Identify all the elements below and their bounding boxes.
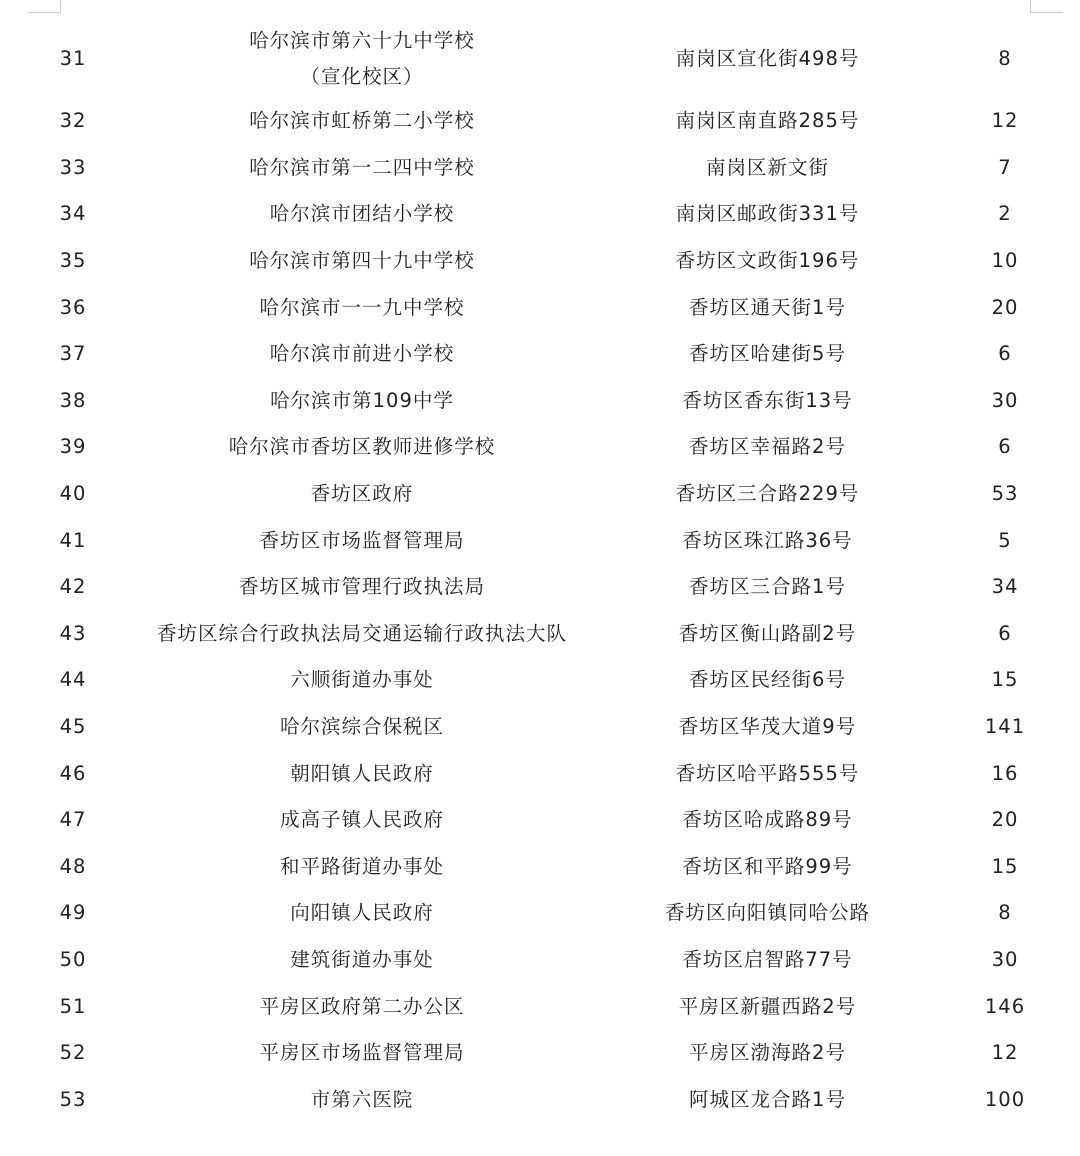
location-name	[112, 336, 612, 372]
location-count: 5	[998, 528, 1012, 552]
location-count: 20	[991, 808, 1019, 832]
location-name-line: 平房区市场监督管理局	[259, 1041, 465, 1065]
row-number: 44	[59, 668, 87, 692]
location-name-line: 哈尔滨市第六十九中学校	[249, 29, 475, 52]
row-number: 32	[59, 109, 87, 133]
location-count: 12	[991, 1041, 1019, 1065]
location-count: 20	[991, 295, 1019, 319]
table-row	[0, 1030, 1080, 1077]
location-name	[112, 709, 612, 745]
location-name-line: 朝阳镇人民政府	[290, 761, 434, 785]
row-number: 46	[59, 761, 87, 785]
location-name	[112, 662, 612, 698]
location-name-line: 和平路街道办事处	[279, 854, 444, 878]
row-number: 49	[59, 901, 87, 925]
location-count: 15	[991, 854, 1019, 878]
location-name-line: 香坊区城市管理行政执法局	[238, 575, 485, 599]
location-address: 南岗区邮政街331号	[675, 202, 860, 226]
location-count: 15	[991, 668, 1019, 692]
location-name-line: 平房区政府第二办公区	[259, 994, 465, 1018]
location-name	[112, 196, 612, 232]
table-row	[0, 424, 1080, 471]
table-row	[0, 564, 1080, 611]
location-address: 香坊区启智路77号	[682, 947, 853, 971]
location-name-line: 香坊区综合行政执法局交通运输行政执法大队	[156, 621, 567, 645]
location-address: 香坊区三合路1号	[689, 575, 846, 599]
table-row	[0, 331, 1080, 378]
location-address: 香坊区哈建街5号	[689, 342, 846, 366]
location-count: 12	[991, 109, 1019, 133]
location-count: 6	[998, 435, 1012, 459]
location-count: 8	[998, 47, 1012, 70]
row-number: 52	[59, 1041, 87, 1065]
location-count: 141	[984, 715, 1026, 739]
page-corner-mark-left	[28, 0, 61, 13]
location-address: 香坊区香东街13号	[682, 388, 853, 412]
location-name-line: 哈尔滨市团结小学校	[269, 202, 455, 226]
table-row	[0, 20, 1080, 98]
table-row	[0, 937, 1080, 984]
row-number: 47	[59, 808, 87, 832]
location-address: 平房区新疆西路2号	[678, 994, 857, 1018]
location-name	[112, 942, 612, 978]
table-row	[0, 890, 1080, 937]
location-name	[112, 429, 612, 465]
table-row	[0, 145, 1080, 192]
location-name	[112, 523, 612, 559]
row-number: 50	[59, 947, 87, 971]
location-name-line: 哈尔滨综合保税区	[279, 715, 444, 739]
location-name	[112, 290, 612, 326]
location-address: 南岗区新文街	[705, 155, 829, 179]
table-row	[0, 797, 1080, 844]
location-address: 香坊区幸福路2号	[689, 435, 846, 459]
location-name	[112, 989, 612, 1025]
row-number: 39	[59, 435, 87, 459]
location-address: 香坊区珠江路36号	[682, 528, 853, 552]
location-count: 7	[998, 155, 1012, 179]
location-count: 146	[984, 994, 1026, 1018]
location-name-line: 向阳镇人民政府	[290, 901, 434, 925]
location-address: 香坊区民经街6号	[689, 668, 846, 692]
location-name	[112, 383, 612, 419]
location-name-line: 香坊区市场监督管理局	[259, 528, 465, 552]
row-number: 53	[59, 1087, 87, 1111]
row-number: 37	[59, 342, 87, 366]
location-address: 平房区渤海路2号	[689, 1041, 846, 1065]
location-name	[112, 756, 612, 792]
row-number: 43	[59, 621, 87, 645]
location-name-line: 成高子镇人民政府	[279, 808, 444, 832]
row-number: 40	[59, 482, 87, 506]
location-address: 香坊区和平路99号	[682, 854, 853, 878]
location-name-line: 哈尔滨市第一二四中学校	[249, 155, 475, 179]
location-address: 香坊区华茂大道9号	[678, 715, 857, 739]
location-address: 香坊区衡山路副2号	[678, 621, 857, 645]
location-address: 香坊区文政街196号	[675, 249, 860, 273]
location-count: 10	[991, 249, 1019, 273]
location-count: 6	[998, 621, 1012, 645]
location-name	[112, 103, 612, 139]
location-name-line: 香坊区政府	[310, 482, 414, 506]
table-row	[0, 611, 1080, 658]
location-name-line: 六顺街道办事处	[290, 668, 434, 692]
location-address: 南岗区宣化街498号	[675, 47, 860, 70]
location-address: 香坊区通天街1号	[689, 295, 846, 319]
location-address: 香坊区哈平路555号	[675, 761, 860, 785]
location-name-line: 建筑街道办事处	[290, 947, 434, 971]
table-row	[0, 704, 1080, 751]
location-name-line: 哈尔滨市香坊区教师进修学校	[228, 435, 496, 459]
row-number: 51	[59, 994, 87, 1018]
location-name-line: 哈尔滨市虹桥第二小学校	[249, 109, 475, 133]
location-address: 香坊区向阳镇同哈公路	[664, 901, 870, 925]
location-name-line: 哈尔滨市前进小学校	[269, 342, 455, 366]
location-count: 8	[998, 901, 1012, 925]
location-table	[0, 20, 1080, 1123]
location-name	[112, 616, 612, 652]
row-number: 34	[59, 202, 87, 226]
table-row	[0, 98, 1080, 145]
location-name	[112, 895, 612, 931]
location-name	[112, 23, 612, 95]
location-count: 2	[998, 202, 1012, 226]
table-row	[0, 191, 1080, 238]
row-number: 45	[59, 715, 87, 739]
location-name	[112, 569, 612, 605]
table-row	[0, 657, 1080, 704]
location-name	[112, 476, 612, 512]
table-row	[0, 844, 1080, 891]
table-row	[0, 1076, 1080, 1123]
location-count: 30	[991, 388, 1019, 412]
location-address: 香坊区哈成路89号	[682, 808, 853, 832]
location-count: 30	[991, 947, 1019, 971]
row-number: 38	[59, 388, 87, 412]
location-address: 南岗区南直路285号	[675, 109, 860, 133]
location-name-subline: （宣化校区）	[300, 65, 424, 88]
row-number: 41	[59, 528, 87, 552]
table-row	[0, 471, 1080, 518]
location-name-line: 哈尔滨市第四十九中学校	[249, 249, 475, 273]
location-name-line: 哈尔滨市第109中学	[270, 388, 454, 412]
table-row	[0, 238, 1080, 285]
location-address: 香坊区三合路229号	[675, 482, 860, 506]
location-address: 阿城区龙合路1号	[689, 1087, 846, 1111]
location-count: 34	[991, 575, 1019, 599]
location-name	[112, 243, 612, 279]
location-name	[112, 849, 612, 885]
location-name-line: 市第六医院	[310, 1087, 414, 1111]
row-number: 48	[59, 854, 87, 878]
location-name	[112, 1082, 612, 1118]
location-count: 6	[998, 342, 1012, 366]
table-row	[0, 284, 1080, 331]
table-row	[0, 750, 1080, 797]
table-row	[0, 517, 1080, 564]
row-number: 36	[59, 295, 87, 319]
location-count: 53	[991, 482, 1019, 506]
row-number: 35	[59, 249, 87, 273]
location-name-line: 哈尔滨市一一九中学校	[259, 295, 465, 319]
location-name	[112, 1035, 612, 1071]
location-count: 16	[991, 761, 1019, 785]
location-name	[112, 802, 612, 838]
table-row	[0, 378, 1080, 425]
page-corner-mark-right	[1030, 0, 1063, 13]
table-row	[0, 983, 1080, 1030]
row-number: 42	[59, 575, 87, 599]
location-count: 100	[984, 1087, 1026, 1111]
location-name	[112, 150, 612, 186]
row-number: 31	[59, 47, 87, 70]
row-number: 33	[59, 155, 87, 179]
